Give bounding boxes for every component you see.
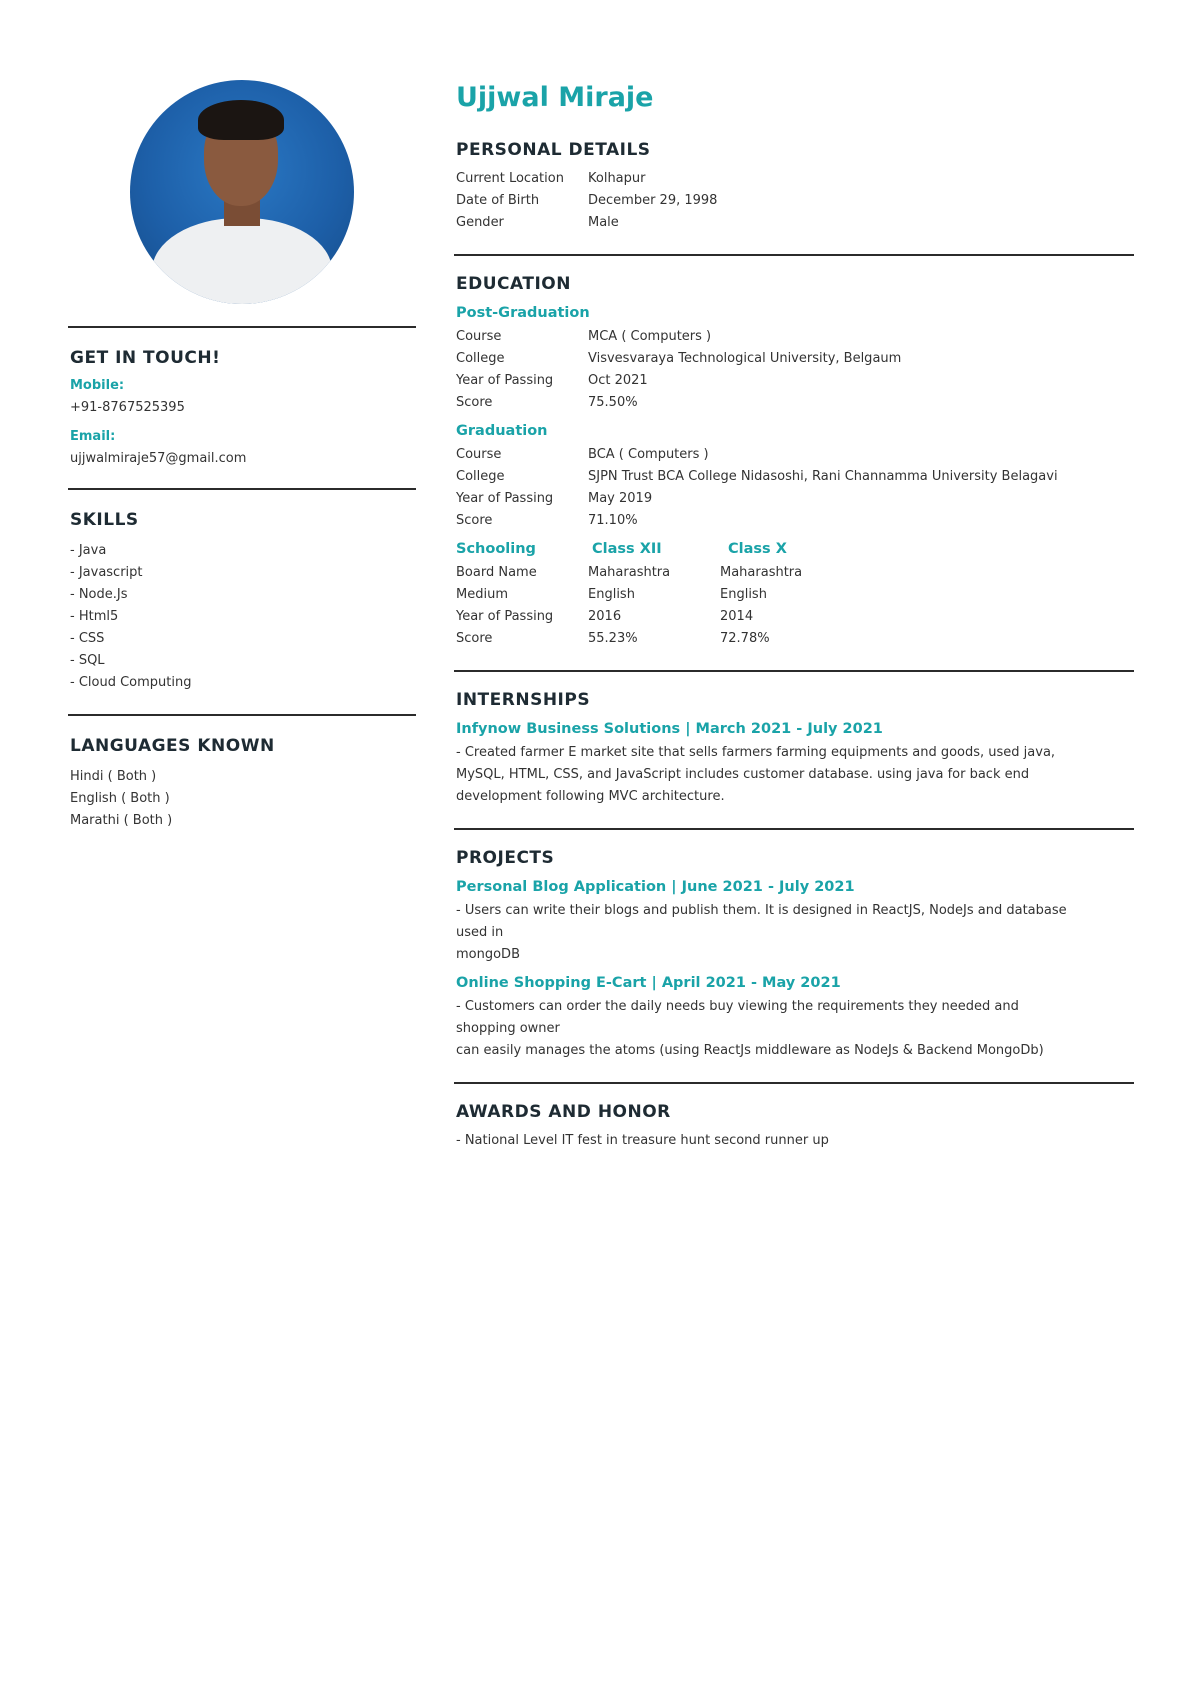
field-value: Male [588,215,619,230]
class-xii-value: 2016 [588,609,622,624]
field-label: Score [456,631,493,646]
field-label: Score [456,395,493,410]
skill-item: - Cloud Computing [70,675,192,690]
education-row [456,348,1134,370]
projects-heading: PROJECTS [456,848,555,868]
internships-section [454,672,1134,828]
education-heading: EDUCATION [456,274,571,294]
schooling-row [456,584,1134,606]
right-column [454,80,1134,1172]
class-x-value: English [720,587,767,602]
skill-item: - SQL [70,653,105,668]
internship-description: MySQL, HTML, CSS, and JavaScript includes customer database. using java for back end [456,767,1030,782]
awards-heading: AWARDS AND HONOR [456,1102,671,1122]
languages-section [68,736,416,852]
schooling-header [456,538,1134,560]
schooling-row [456,628,1134,650]
field-value: SJPN Trust BCA College Nidasoshi, Rani Channamma University Belagavi [588,469,1058,484]
internship-title: Infynow Business Solutions | March 2021 - July 2021 [456,721,883,737]
language-item: Hindi ( Both ) [70,769,157,784]
profile-photo [130,80,354,304]
class-xii-value: 55.23% [588,631,638,646]
schooling-row [456,562,1134,584]
schooling-row [456,606,1134,628]
language-item: Marathi ( Both ) [70,813,173,828]
class-x-value: 2014 [720,609,754,624]
skill-item: - Java [70,543,107,558]
divider [68,488,416,490]
field-value: December 29, 1998 [588,193,718,208]
field-label: College [456,351,505,366]
personal-row [456,168,1134,190]
field-value: Kolhapur [588,171,646,186]
awards-section [454,1084,1134,1172]
skill-item: - CSS [70,631,105,646]
education-row [456,444,1134,466]
field-label: Gender [456,215,504,230]
photo-hair [198,100,284,140]
contact-heading: GET IN TOUCH! [70,348,221,368]
education-row [456,370,1134,392]
internships-heading: INTERNSHIPS [456,690,591,710]
field-value: MCA ( Computers ) [588,329,712,344]
project-description: used in [456,925,504,940]
field-label: Score [456,513,493,528]
field-label: Year of Passing [456,609,554,624]
field-value: Visvesvaraya Technological University, Belgaum [588,351,902,366]
field-value: May 2019 [588,491,653,506]
skills-heading: SKILLS [70,510,139,530]
left-column [68,80,416,852]
skill-item: - Node.Js [70,587,128,602]
class-x-value: Maharashtra [720,565,803,580]
field-label: Board Name [456,565,537,580]
graduation-title: Graduation [456,423,548,439]
divider [68,714,416,716]
education-row [456,326,1134,348]
field-value: 71.10% [588,513,638,528]
field-value: BCA ( Computers ) [588,447,709,462]
field-value: 75.50% [588,395,638,410]
project-title: Personal Blog Application | June 2021 - July 2021 [456,879,855,895]
field-label: Current Location [456,171,564,186]
personal-details-section [454,116,1134,254]
schooling-title: Schooling [456,541,536,557]
project-description: shopping owner [456,1021,560,1036]
class-x-value: 72.78% [720,631,770,646]
field-label: Medium [456,587,508,602]
mobile-label: Mobile: [70,378,125,393]
field-label: Course [456,329,502,344]
candidate-name: Ujjwal Miraje [456,82,654,113]
education-row [456,488,1134,510]
class-x-title: Class X [728,541,787,557]
field-label: Date of Birth [456,193,540,208]
project-description: - Users can write their blogs and publish them. It is designed in ReactJS, NodeJs and database [456,903,1067,918]
contact-section [68,348,416,488]
class-xii-value: Maharashtra [588,565,671,580]
internship-description: - Created farmer E market site that sells farmers farming equipments and goods, used java, [456,745,1056,760]
class-xii-title: Class XII [592,541,662,557]
internship-description: development following MVC architecture. [456,789,725,804]
personal-heading: PERSONAL DETAILS [456,140,651,160]
education-section [454,256,1134,670]
email-address: ujjwalmiraje57@gmail.com [70,451,247,466]
project-description: can easily manages the atoms (using ReactJs middleware as NodeJs & Backend MongoDb) [456,1043,1044,1058]
class-xii-value: English [588,587,635,602]
skill-item: - Javascript [70,565,143,580]
email-label: Email: [70,429,116,444]
skills-section [68,510,416,714]
education-row [456,392,1134,414]
education-row [456,510,1134,532]
skill-item: - Html5 [70,609,119,624]
personal-row [456,212,1134,234]
field-label: Year of Passing [456,491,554,506]
project-description: - Customers can order the daily needs buy viewing the requirements they needed and [456,999,1019,1014]
project-description: mongoDB [456,947,520,962]
photo-shirt [152,218,332,304]
projects-section [454,830,1134,1082]
language-item: English ( Both ) [70,791,170,806]
mobile-number: +91-8767525395 [70,400,185,415]
project-title: Online Shopping E-Cart | April 2021 - May 2021 [456,975,841,991]
field-label: Year of Passing [456,373,554,388]
divider [68,326,416,328]
post-graduation-title: Post-Graduation [456,305,590,321]
personal-row [456,190,1134,212]
languages-heading: LANGUAGES KNOWN [70,736,275,756]
field-value: Oct 2021 [588,373,648,388]
award-item: - National Level IT fest in treasure hunt second runner up [456,1133,829,1148]
field-label: College [456,469,505,484]
field-label: Course [456,447,502,462]
education-row [456,466,1134,488]
